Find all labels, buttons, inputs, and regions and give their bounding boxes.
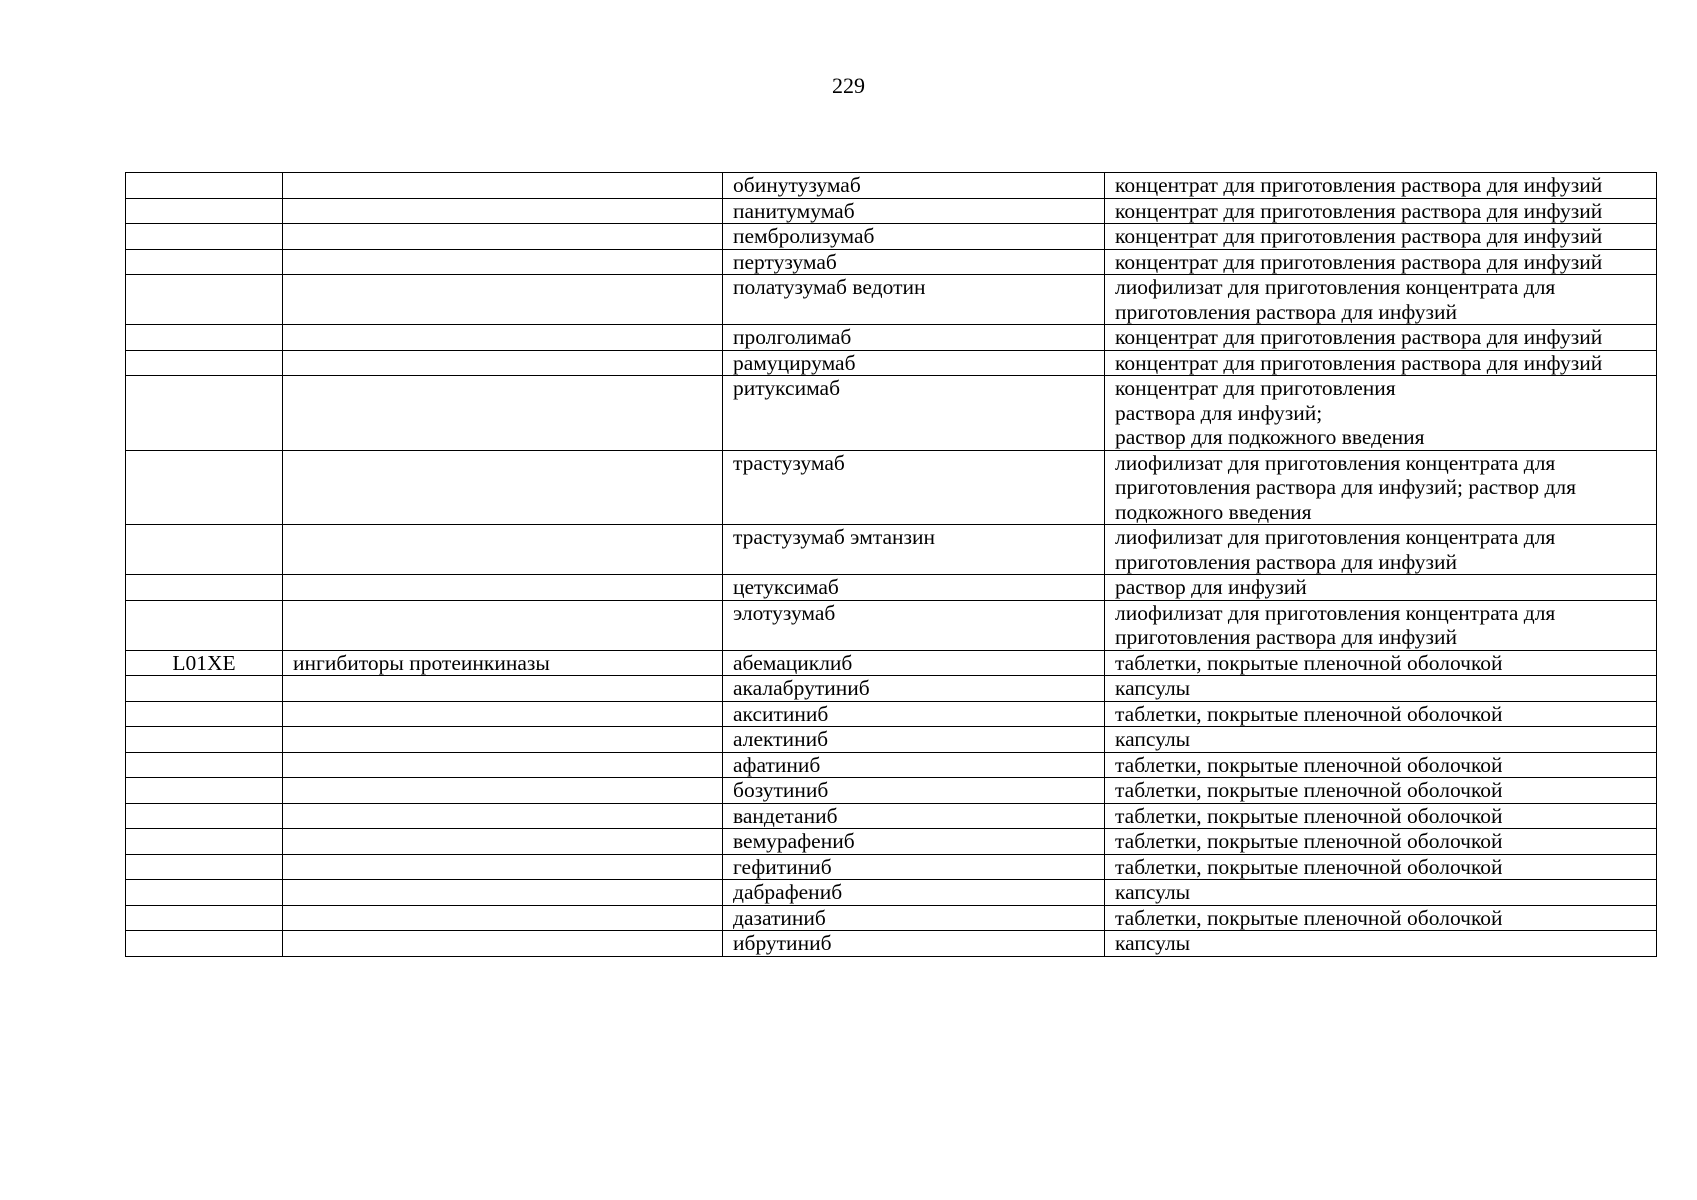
drug-name-cell: рамуцирумаб: [723, 350, 1105, 376]
dosage-form-line: лиофилизат для приготовления концентрата для приготовления раствора для инфузий: [1115, 525, 1556, 574]
atc-code-cell: [126, 249, 283, 275]
dosage-form-cell: [1105, 600, 1657, 650]
dosage-form-cell: [1105, 173, 1657, 199]
drug-name-cell: дабрафениб: [723, 880, 1105, 906]
pharmacological-group-cell: [283, 198, 723, 224]
table-row: [126, 275, 1657, 325]
atc-code-cell: [126, 198, 283, 224]
dosage-form-line: лиофилизат для приготовления концентрата для приготовления раствора для инфузий: [1115, 600, 1556, 649]
dosage-form-line: концентрат для приготовления раствора для инфузий: [1115, 198, 1603, 223]
pharmacological-group-cell: [283, 778, 723, 804]
dosage-form-line: концентрат для приготовления раствора для инфузий: [1115, 224, 1603, 248]
atc-code-cell: L01XE: [126, 650, 283, 676]
dosage-form-cell: [1105, 224, 1657, 250]
atc-code-cell: [126, 600, 283, 650]
dosage-form-cell: [1105, 376, 1657, 451]
dosage-form-line: таблетки, покрытые пленочной оболочкой: [1115, 752, 1503, 777]
dosage-form-cell: [1105, 727, 1657, 753]
table-row: [126, 803, 1657, 829]
table-row: [126, 752, 1657, 778]
table-row: [126, 224, 1657, 250]
pharmacological-group-cell: [283, 752, 723, 778]
dosage-form-line: концентрат для приготовления раствора для инфузий: [1115, 173, 1603, 197]
pharmacological-group-cell: [283, 450, 723, 525]
dosage-form-cell: [1105, 854, 1657, 880]
atc-code-cell: [126, 752, 283, 778]
pharmacological-group-cell: [283, 829, 723, 855]
atc-code-cell: [126, 376, 283, 451]
dosage-form-cell: [1105, 778, 1657, 804]
pharmacological-group-cell: [283, 854, 723, 880]
dosage-form-line: лиофилизат для приготовления концентрата для приготовления раствора для инфузий; раствор для подкожного введения: [1115, 450, 1577, 524]
atc-code-cell: [126, 905, 283, 931]
pharmacological-group-cell: [283, 249, 723, 275]
pharmacological-group-cell: [283, 701, 723, 727]
page-number: 229: [832, 73, 865, 98]
table-row: [126, 350, 1657, 376]
atc-code-cell: [126, 676, 283, 702]
atc-code-cell: [126, 880, 283, 906]
pharmacological-group-cell: [283, 676, 723, 702]
pharmacological-group-cell: [283, 376, 723, 451]
table-row: [126, 600, 1657, 650]
drug-name-cell: вемурафениб: [723, 829, 1105, 855]
dosage-form-cell: [1105, 450, 1657, 525]
drug-name-cell: абемациклиб: [723, 650, 1105, 676]
dosage-form-line: концентрат для приготовления раствора для инфузий: [1115, 325, 1603, 349]
dosage-form-cell: [1105, 275, 1657, 325]
dosage-form-cell: [1105, 525, 1657, 575]
table-row: [126, 376, 1657, 451]
pharmacological-group-cell: [283, 224, 723, 250]
drug-name-cell: панитумумаб: [723, 198, 1105, 224]
table-row: [126, 249, 1657, 275]
dosage-form-cell: [1105, 249, 1657, 275]
dosage-form-cell: [1105, 752, 1657, 778]
drug-name-cell: ритуксимаб: [723, 376, 1105, 451]
dosage-form-line: таблетки, покрытые пленочной оболочкой: [1115, 829, 1503, 853]
pharmacological-group-cell: [283, 350, 723, 376]
pharmacological-group-cell: ингибиторы протеинкиназы: [283, 650, 723, 676]
table-row: [126, 701, 1657, 727]
dosage-form-line: таблетки, покрытые пленочной оболочкой: [1115, 854, 1503, 879]
dosage-form-line: таблетки, покрытые пленочной оболочкой: [1115, 701, 1503, 726]
table-row: [126, 450, 1657, 525]
dosage-form-line: раствор для инфузий: [1115, 575, 1307, 599]
dosage-form-cell: [1105, 350, 1657, 376]
drug-name-cell: акситиниб: [723, 701, 1105, 727]
drug-name-cell: ибрутиниб: [723, 931, 1105, 957]
atc-code-cell: [126, 727, 283, 753]
table-row: [126, 880, 1657, 906]
dosage-form-line: таблетки, покрытые пленочной оболочкой: [1115, 803, 1503, 828]
table-row: [126, 829, 1657, 855]
atc-code-cell: [126, 350, 283, 376]
dosage-form-line: лиофилизат для приготовления концентрата для приготовления раствора для инфузий: [1115, 275, 1556, 324]
atc-code-cell: [126, 275, 283, 325]
dosage-form-cell: [1105, 325, 1657, 351]
table-row: [126, 727, 1657, 753]
atc-code-cell: [126, 829, 283, 855]
pharmacological-group-cell: [283, 575, 723, 601]
pharmacological-group-cell: [283, 931, 723, 957]
table-row: [126, 198, 1657, 224]
atc-code-cell: [126, 325, 283, 351]
pharmacological-group-cell: [283, 325, 723, 351]
dosage-form-cell: [1105, 701, 1657, 727]
drug-name-cell: акалабрутиниб: [723, 676, 1105, 702]
dosage-form-line: концентрат для приготовления раствора для инфузий: [1115, 249, 1603, 274]
atc-code-cell: [126, 803, 283, 829]
dosage-form-cell: [1105, 880, 1657, 906]
pharmacological-group-cell: [283, 173, 723, 199]
drug-name-cell: алектиниб: [723, 727, 1105, 753]
table-row: [126, 905, 1657, 931]
pharmacological-group-cell: [283, 803, 723, 829]
table-row: [126, 173, 1657, 199]
drug-name-cell: гефитиниб: [723, 854, 1105, 880]
pharmacological-group-cell: [283, 275, 723, 325]
dosage-form-line: концентрат для приготовления: [1115, 376, 1396, 400]
drug-name-cell: полатузумаб ведотин: [723, 275, 1105, 325]
atc-code-cell: [126, 224, 283, 250]
pharmacological-group-cell: [283, 880, 723, 906]
drug-name-cell: элотузумаб: [723, 600, 1105, 650]
atc-code-cell: [126, 854, 283, 880]
table-row: [126, 525, 1657, 575]
dosage-form-line: капсулы: [1115, 727, 1191, 751]
drug-name-cell: бозутиниб: [723, 778, 1105, 804]
dosage-form-cell: [1105, 931, 1657, 957]
atc-code-cell: [126, 525, 283, 575]
drug-name-cell: цетуксимаб: [723, 575, 1105, 601]
dosage-form-cell: [1105, 676, 1657, 702]
dosage-form-cell: [1105, 650, 1657, 676]
drug-name-cell: пролголимаб: [723, 325, 1105, 351]
pharmacological-group-cell: [283, 600, 723, 650]
dosage-form-cell: [1105, 905, 1657, 931]
dosage-form-line: капсулы: [1115, 931, 1191, 955]
dosage-form-line: раствора для инфузий;: [1115, 400, 1323, 425]
table-row: [126, 650, 1657, 676]
drug-name-cell: трастузумаб эмтанзин: [723, 525, 1105, 575]
pharmacological-group-cell: [283, 905, 723, 931]
atc-code-cell: [126, 173, 283, 199]
drug-name-cell: вандетаниб: [723, 803, 1105, 829]
table-row: [126, 325, 1657, 351]
dosage-form-line: раствор для подкожного введения: [1115, 425, 1425, 449]
drug-name-cell: пертузумаб: [723, 249, 1105, 275]
pharmacological-group-cell: [283, 727, 723, 753]
atc-code-cell: [126, 778, 283, 804]
drug-name-cell: трастузумаб: [723, 450, 1105, 525]
dosage-form-cell: [1105, 575, 1657, 601]
dosage-form-line: таблетки, покрытые пленочной оболочкой: [1115, 778, 1503, 802]
atc-code-cell: [126, 575, 283, 601]
drug-name-cell: дазатиниб: [723, 905, 1105, 931]
drug-table: [125, 172, 1657, 957]
dosage-form-line: капсулы: [1115, 880, 1191, 904]
dosage-form-line: капсулы: [1115, 676, 1191, 700]
dosage-form-cell: [1105, 829, 1657, 855]
dosage-form-line: таблетки, покрытые пленочной оболочкой: [1115, 650, 1503, 675]
dosage-form-cell: [1105, 803, 1657, 829]
drug-name-cell: пембролизумаб: [723, 224, 1105, 250]
dosage-form-line: концентрат для приготовления раствора для инфузий: [1115, 350, 1603, 375]
dosage-form-cell: [1105, 198, 1657, 224]
atc-code-cell: [126, 450, 283, 525]
drug-name-cell: обинутузумаб: [723, 173, 1105, 199]
table-row: [126, 854, 1657, 880]
table-row: [126, 676, 1657, 702]
table-row: [126, 931, 1657, 957]
atc-code-cell: [126, 701, 283, 727]
table-row: [126, 778, 1657, 804]
pharmacological-group-cell: [283, 525, 723, 575]
table-row: [126, 575, 1657, 601]
atc-code-cell: [126, 931, 283, 957]
table-body: [126, 173, 1657, 957]
drug-name-cell: афатиниб: [723, 752, 1105, 778]
dosage-form-line: таблетки, покрытые пленочной оболочкой: [1115, 905, 1503, 930]
